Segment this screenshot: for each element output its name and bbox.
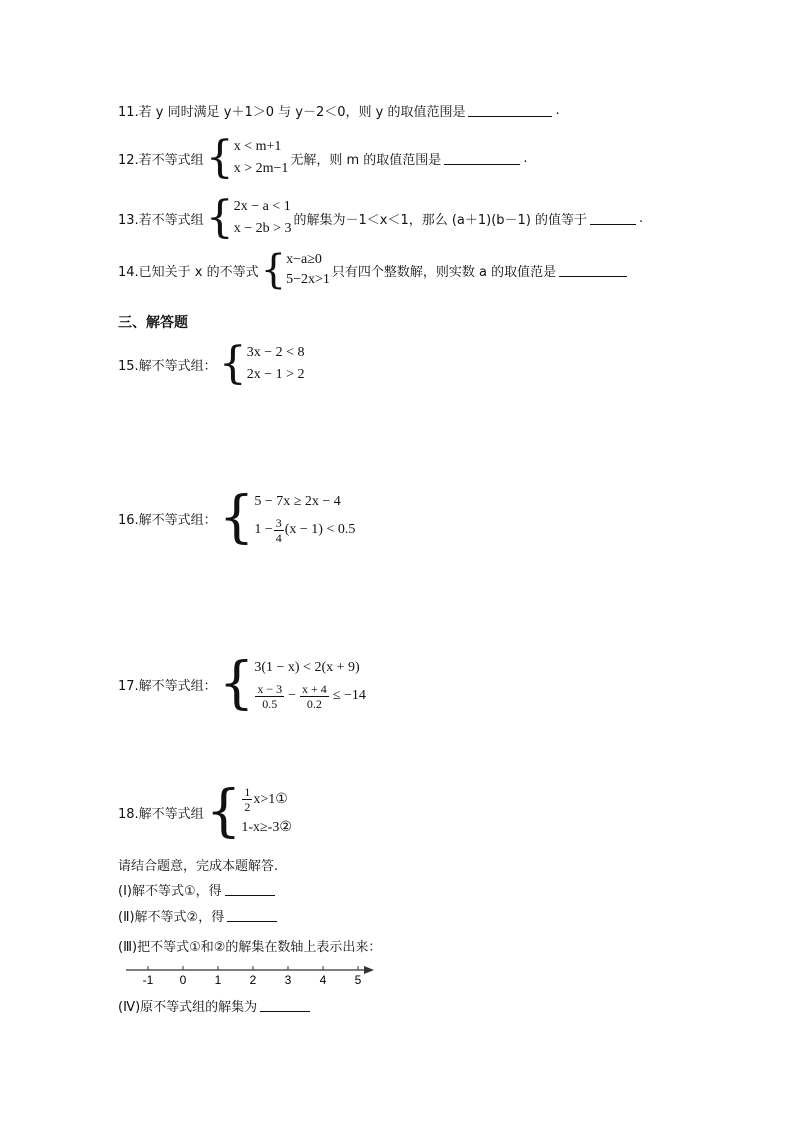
q16-line2-pre: 1 − [254,522,273,538]
question-15 [118,338,306,389]
section-heading: 三、解答题 [118,315,188,331]
q17-brace: { [218,651,255,716]
q18-line1 [241,785,292,814]
q18-step-2 [118,906,280,925]
q17-relation: ≤ −14 [332,688,366,704]
q17-f1-den: 0.5 [262,696,278,711]
q15-number: 15.解不等式组： [118,358,217,374]
q18-step1-text: (Ⅰ)解不等式①，得 [118,884,222,899]
number-line-arrow-icon [364,966,374,974]
q13-line1: 2x − a < 1 [233,199,291,214]
tick-label: 0 [179,973,187,987]
q18-line2: 1-x≥-3② [241,819,292,835]
q16-system [218,485,356,550]
q18-step-4 [118,996,313,1015]
number-line [118,960,388,988]
q12-line2: x > 2m−1 [233,161,289,176]
q13-line2: x − 2b > 3 [233,221,292,236]
q18-step4-text: (Ⅳ)原不等式组的解集为 [118,1000,258,1015]
q12-line1: x < m+1 [233,139,282,154]
q17-system [218,651,366,716]
q15-line2: 2x − 1 > 2 [246,367,305,382]
q16-line1: 5 − 7x ≥ 2x − 4 [254,494,341,510]
q18-step1-blank[interactable] [225,883,275,896]
q13-end: . [639,210,644,226]
q14-after: 只有四个整数解，则实数 a 的取值范是 [331,264,557,280]
q15-system [218,338,305,389]
q16-fraction [274,516,284,545]
q17-line2 [254,682,366,711]
q18-step2-text: (Ⅱ)解不等式②，得 [118,910,225,925]
q18-frac-num: 1 [244,785,251,800]
q16-frac-den: 4 [275,530,282,545]
q14-line1: x−a≥0 [286,252,322,267]
question-17 [118,651,368,716]
q16-line2-post: (x − 1) < 0.5 [284,522,356,538]
q12-after: 无解，则 m 的取值范围是 [290,152,442,168]
question-13 [118,192,644,243]
q14-number: 14.已知关于 x 的不等式 [118,264,259,280]
q12-brace: { [205,132,234,183]
q13-system [205,192,292,243]
q17-f2-num: x + 4 [302,681,327,696]
q14-line2: 5−2x>1 [286,272,330,287]
q15-brace: { [218,338,247,389]
tick-label: 2 [249,973,257,987]
q17-f2-den: 0.2 [306,696,322,711]
q11-answer-blank[interactable] [468,104,552,117]
q18-step-1 [118,880,278,899]
q16-frac-num: 3 [275,515,282,530]
q18-frac-den: 2 [244,800,251,815]
q17-fraction-2 [300,682,329,711]
q18-step2-blank[interactable] [227,909,277,922]
q18-line1-post: x>1① [253,791,288,807]
tick-label: 4 [319,973,327,987]
q17-fraction-1 [255,682,284,711]
question-18 [118,779,294,844]
q14-brace: { [260,247,287,293]
q12-answer-blank[interactable] [444,152,520,165]
q12-number: 12.若不等式组 [118,152,204,168]
q13-brace: { [205,192,234,243]
question-12 [118,132,528,183]
q17-minus: − [288,688,297,704]
q17-line1: 3(1 − x) < 2(x + 9) [254,660,360,676]
q13-number: 13.若不等式组 [118,212,204,228]
q18-step4-blank[interactable] [260,999,310,1012]
q13-after: 的解集为－1＜x＜1，那么 (a＋1)(b－1) 的值等于 [293,212,588,228]
q18-step-3: (Ⅲ)把不等式①和②的解集在数轴上表示出来： [118,940,382,955]
q17-f1-num: x − 3 [257,681,283,696]
q14-answer-blank[interactable] [559,264,627,277]
q14-system [260,247,330,293]
question-11 [118,101,560,120]
q17-number: 17.解不等式组： [118,678,217,694]
q11-text: 11.若 y 同时满足 y＋1＞0 与 y－2＜0，则 y 的取值范围是 [118,105,466,120]
q12-end: . [523,150,528,166]
question-14 [118,247,630,293]
q18-number: 18.解不等式组 [118,806,204,822]
q12-system [205,132,289,183]
q11-end: . [555,103,560,118]
q16-number: 16.解不等式组： [118,512,217,528]
q15-line1: 3x − 2 < 8 [246,345,305,360]
tick-label: 1 [214,973,222,987]
q18-fraction [242,785,252,814]
q16-brace: { [218,485,255,550]
q13-answer-blank[interactable] [590,212,636,225]
q18-brace: { [205,779,242,844]
q16-line2 [254,516,355,545]
tick-label: 3 [284,973,292,987]
question-16 [118,485,357,550]
q18-prompt: 请结合题意，完成本题解答. [118,859,279,874]
q18-system [205,779,292,844]
tick-label: 5 [354,973,362,987]
tick-label: -1 [142,973,154,987]
